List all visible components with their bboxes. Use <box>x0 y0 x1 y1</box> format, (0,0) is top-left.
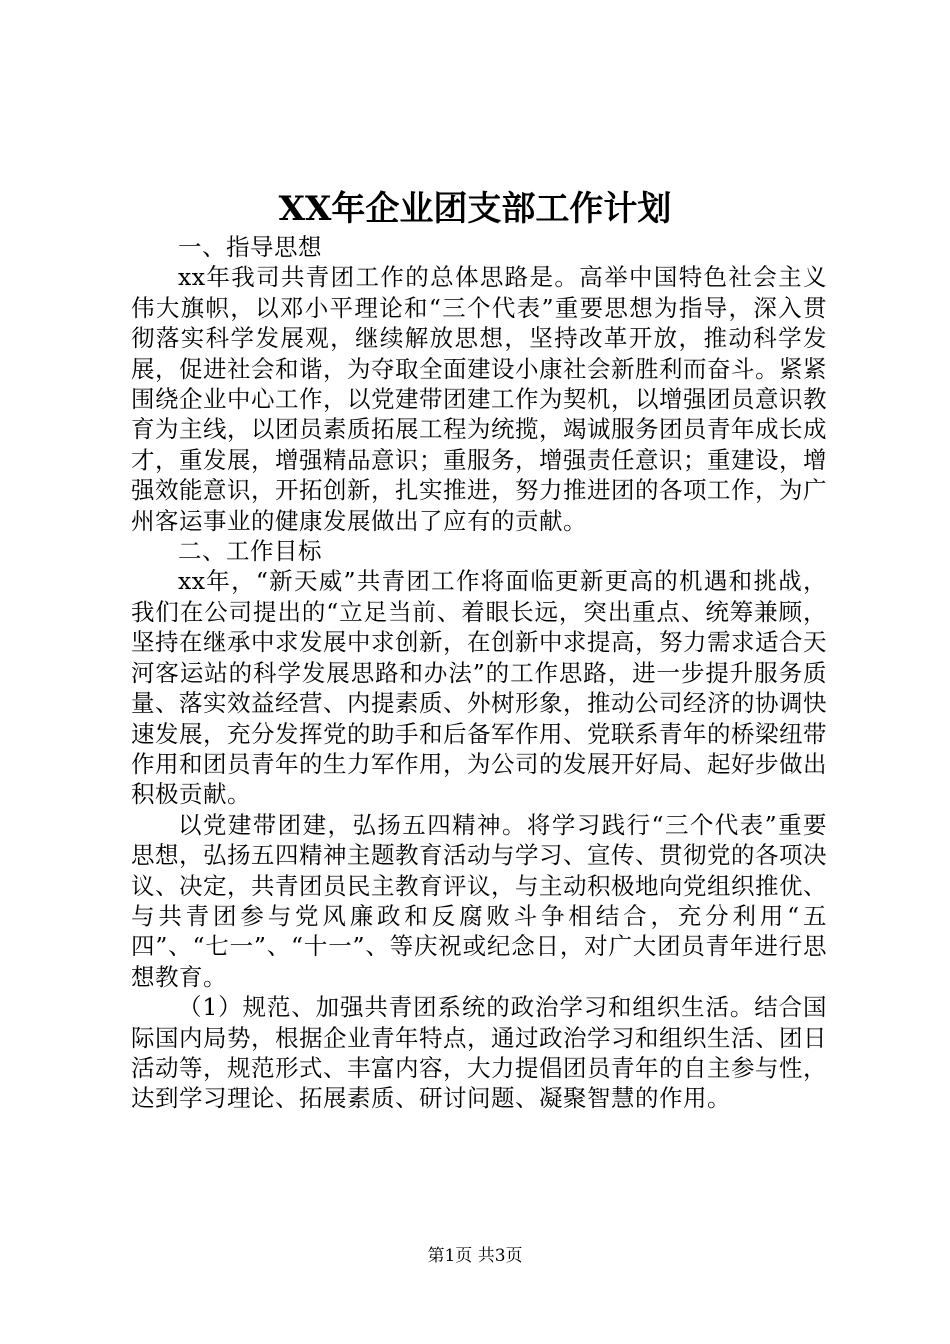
section-heading-guiding-ideology: 一、指导思想 <box>178 233 322 261</box>
paragraph-political-study: （1）规范、加强共青团系统的政治学习和组织生活。结合国际国内局势，根据企业青年特点，通过政治学习和组织生活、团日活动等，规范形式、丰富内容，大力提倡团员青年的自主参与性，达到学习理论、拓展素质、研讨问题、凝聚智慧的作用。 <box>131 993 827 1113</box>
paragraph-overall-approach: xx年我司共青团工作的总体思路是。高举中国特色社会主义伟大旗帜，以邓小平理论和“三个代表”重要思想为指导，深入贯彻落实科学发展观，继续解放思想，坚持改革开放，推动科学发展，促进社会和谐，为夺取全面建设小康社会新胜利而奋斗。紧紧围绕企业中心工作，以党建带团建工作为契机，以增强团员意识教育为主线，以团员素质拓展工程为统揽，竭诚服务团员青年成长成才，重发展，增强精品意识；重服务，增强责任意识；重建设，增强效能意识，开拓创新，扎实推进，努力推进团的各项工作，为广州客运事业的健康发展做出了应有的贡献。 <box>131 263 827 535</box>
section-heading-work-goals: 二、工作目标 <box>178 537 322 566</box>
paragraph-party-building: 以党建带团建，弘扬五四精神。将学习践行“三个代表”重要思想，弘扬五四精神主题教育活动与学习、宣传、贯彻党的各项决议、决定，共青团员民主教育评议，与主动积极地向党组织推优、与共青团参与党风廉政和反腐败斗争相结合，充分利用“五四”、“七一”、“十一”、等庆祝或纪念日，对广大团员青年进行思想教育。 <box>131 810 827 991</box>
page-footer: 第1页 共3页 <box>427 1246 523 1266</box>
paragraph-work-goals: xx年，“新天威”共青团工作将面临更新更高的机遇和挑战，我们在公司提出的“立足当前、着眼长远，突出重点、统筹兼顾，坚持在继承中求发展中求创新，在创新中求提高，努力需求适合天河客运站的科学发展思路和办法”的工作思路，进一步提升服务质量、落实效益经营、内提素质、外树形象，推动公司经济的协调快速发展，充分发挥党的助手和后备军作用、党联系青年的桥梁纽带作用和团员青年的生力军作用，为公司的发展开好局、起好步做出积极贡献。 <box>131 567 827 809</box>
document-title: XX年企业团支部工作计划 <box>278 189 672 229</box>
document-body <box>131 232 827 1114</box>
